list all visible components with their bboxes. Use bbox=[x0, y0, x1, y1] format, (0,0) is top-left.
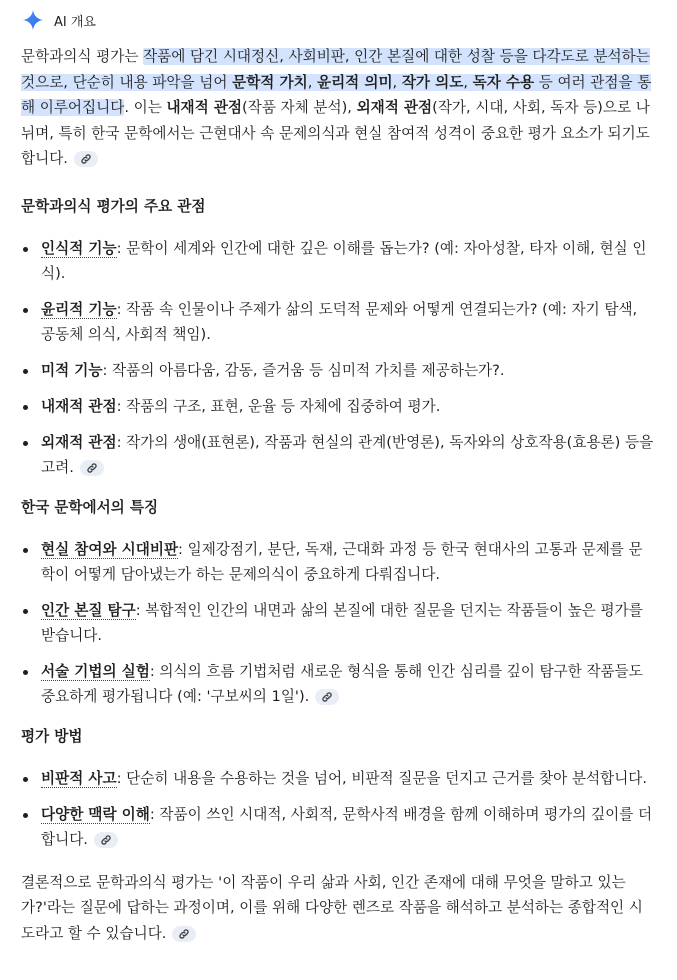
bold-term: 내재적 관점 bbox=[166, 99, 243, 116]
list-desc: : 작품의 아름다움, 감동, 즐거움 등 심미적 가치를 제공하는가?. bbox=[102, 361, 505, 379]
highlight-text: 작품에 담긴 시대정신, 사회비판, 인간 본질에 대한 성찰 등을 다각도로 분석하는 것으로, 단순히 내용 파악을 넘어 bbox=[21, 48, 650, 91]
intro-text: 문학과의식 평가는 bbox=[21, 48, 144, 65]
bold-term: 외재적 관점 bbox=[356, 99, 433, 116]
list-desc: : 작품 속 인물이나 주제가 삶의 도덕적 문제와 어떻게 연결되는가? (예: 자기 탐색, 공동체 의식, 사회적 책임). bbox=[41, 300, 638, 343]
intro-text: . 이는 bbox=[124, 99, 167, 116]
section-heading: 평가 방법 bbox=[21, 727, 83, 745]
bold-term: 문학적 가치 bbox=[232, 73, 308, 91]
bullet-list bbox=[21, 766, 655, 852]
intro-paragraph bbox=[21, 44, 655, 172]
list-term: 인식적 기능 bbox=[41, 239, 117, 257]
intro-text: (작품 자체 분석), bbox=[242, 99, 357, 116]
list-term: 다양한 맥락 이해 bbox=[41, 805, 150, 823]
list-item bbox=[21, 766, 655, 791]
link-icon bbox=[100, 834, 112, 846]
source-link-button[interactable] bbox=[80, 460, 104, 476]
highlight-text: 등 여러 관점을 통해 이루어집니다 bbox=[21, 73, 652, 116]
list-term: 비판적 사고 bbox=[41, 769, 117, 787]
list-item bbox=[21, 394, 655, 419]
link-icon bbox=[321, 691, 333, 703]
list-term: 외재적 관점 bbox=[41, 433, 117, 451]
list-term: 미적 기능 bbox=[41, 361, 103, 379]
list-desc: : 문학이 세계와 인간에 대한 깊은 이해를 돕는가? (예: 자아성찰, 타자 이해, 현실 인식). bbox=[41, 239, 647, 282]
bold-term: 윤리적 의미 bbox=[316, 73, 393, 91]
conclusion-paragraph bbox=[21, 870, 655, 947]
list-item bbox=[21, 236, 655, 286]
list-term: 내재적 관점 bbox=[41, 397, 117, 415]
intro-text: (작가, 시대, 사회, 독자 등)으로 나뉘며, 특히 한국 문학에서는 근현대사 속 문제의식과 현실 참여적 성격이 중요한 평가 요소가 되기도 합니다. bbox=[21, 99, 650, 167]
source-link-button[interactable] bbox=[74, 151, 98, 167]
list-item bbox=[21, 802, 655, 852]
list-item bbox=[21, 297, 655, 347]
bullet-list bbox=[21, 537, 655, 709]
bold-term: 독자 수용 bbox=[472, 73, 535, 91]
section-heading: 한국 문학에서의 특징 bbox=[21, 498, 159, 516]
link-icon bbox=[178, 928, 190, 940]
link-icon bbox=[80, 153, 92, 165]
list-desc: : 일제강점기, 분단, 독재, 근대화 과정 등 한국 현대사의 고통과 문제를 문학이 어떻게 담아냈는가 하는 문제의식이 중요하게 다뤄집니다. bbox=[41, 540, 643, 583]
link-icon bbox=[86, 462, 98, 474]
bullet-list bbox=[21, 236, 655, 480]
list-term: 인간 본질 탐구 bbox=[41, 601, 136, 619]
source-link-button[interactable] bbox=[172, 926, 196, 942]
source-link-button[interactable] bbox=[94, 832, 118, 848]
ai-overview-header bbox=[21, 0, 655, 40]
list-item bbox=[21, 358, 655, 383]
list-term: 윤리적 기능 bbox=[41, 300, 117, 318]
sparkle-icon bbox=[22, 9, 44, 31]
list-desc: : 단순히 내용을 수용하는 것을 넘어, 비판적 질문을 던지고 근거를 찾아 분석합니다. bbox=[116, 769, 648, 787]
list-desc: : 작가의 생애(표현론), 작품과 현실의 관계(반영론), 독자와의 상호작용(효용론) 등을 고려. bbox=[41, 433, 654, 476]
highlight-text: , bbox=[307, 73, 317, 91]
highlight-text: , bbox=[463, 73, 473, 91]
highlight-text: , bbox=[392, 73, 402, 91]
list-item bbox=[21, 430, 655, 480]
list-item bbox=[21, 659, 655, 709]
source-link-button[interactable] bbox=[315, 689, 339, 705]
list-desc: : 작품이 쓰인 시대적, 사회적, 문학사적 배경을 함께 이해하며 평가의 깊이를 더합니다. bbox=[41, 805, 653, 848]
list-desc: : 의식의 흐름 기법처럼 새로운 형식을 통해 인간 심리를 깊이 탐구한 작품들도 중요하게 평가됩니다 (예: '구보씨의 1일'). bbox=[41, 662, 643, 705]
ai-overview-title: AI 개요 bbox=[54, 14, 96, 30]
list-term: 현실 참여와 시대비판 bbox=[41, 540, 179, 558]
section-heading: 문학과의식 평가의 주요 관점 bbox=[21, 197, 206, 215]
bold-term: 작가 의도 bbox=[401, 73, 464, 91]
list-item bbox=[21, 537, 655, 587]
list-desc: : 작품의 구조, 표현, 운율 등 자체에 집중하여 평가. bbox=[116, 397, 441, 415]
list-item bbox=[21, 598, 655, 648]
list-desc: : 복합적인 인간의 내면과 삶의 본질에 대한 질문을 던지는 작품들이 높은 평가를 받습니다. bbox=[41, 601, 643, 644]
conclusion-text: 결론적으로 문학과의식 평가는 '이 작품이 우리 삶과 사회, 인간 존재에 대해 무엇을 말하고 있는가?'라는 질문에 답하는 과정이며, 이를 위해 다양한 렌즈로 작품을 해석하고 분석하는 종합적인 시도라고 할 수 있습니다. bbox=[21, 873, 643, 942]
list-term: 서술 기법의 실험 bbox=[41, 662, 150, 680]
